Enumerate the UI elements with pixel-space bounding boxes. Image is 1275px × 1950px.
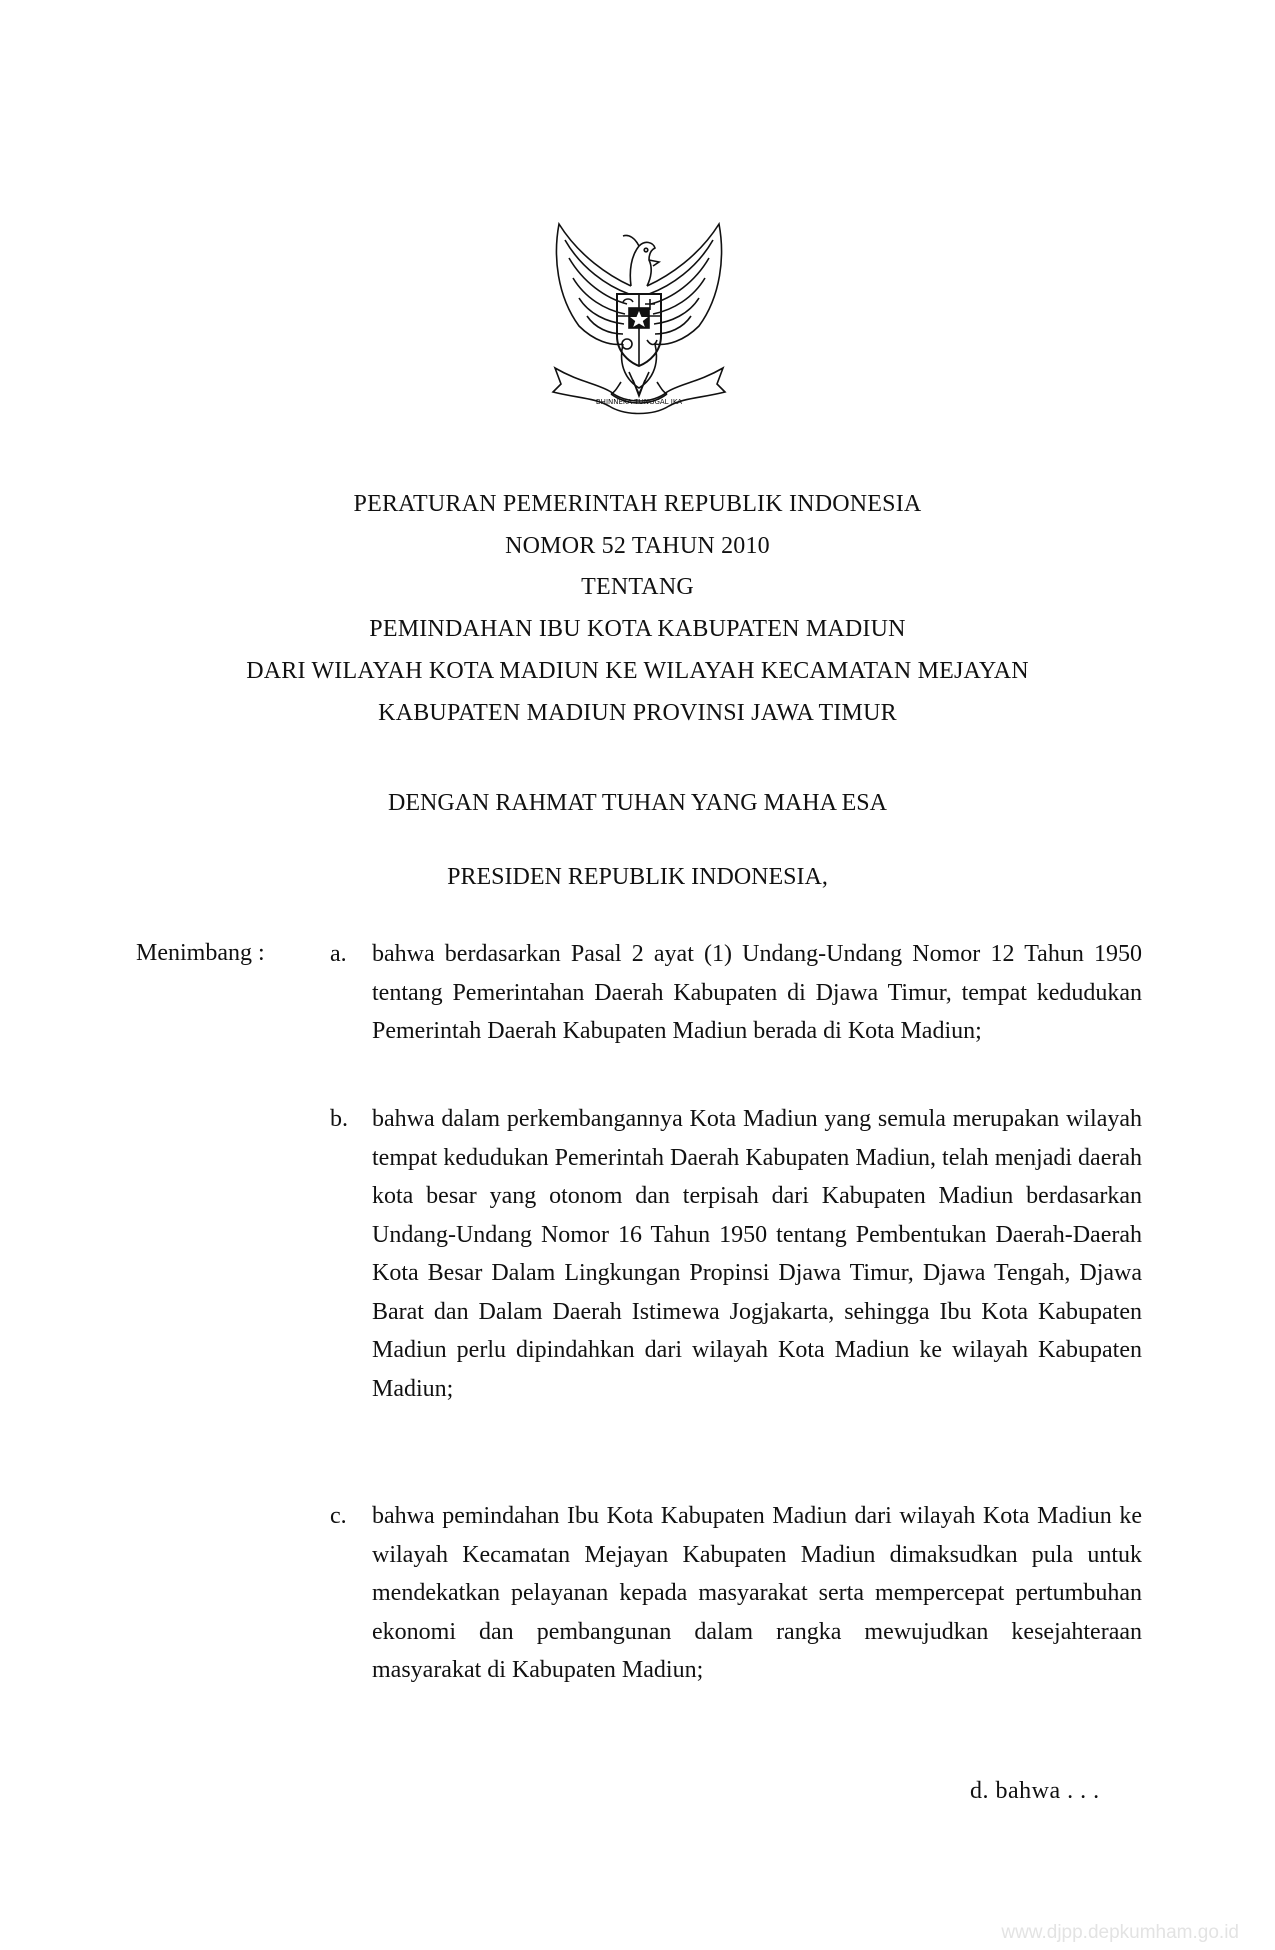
garuda-emblem <box>548 216 730 421</box>
item-letter: c. <box>330 1503 347 1529</box>
heading-number: NOMOR 52 TAHUN 2010 <box>505 532 770 559</box>
heading-subject-line-1: PEMINDAHAN IBU KOTA KABUPATEN MADIUN <box>369 616 906 643</box>
item-text: bahwa berdasarkan Pasal 2 ayat (1) Undang-Undang Nomor 12 Tahun 1950 tentang Pemerintahan Daerah Kabupaten di Djawa Timur, tempat kedudukan Pemerintah Daerah Kabupaten Madiun berada di Kota Madiun; <box>372 941 1142 1044</box>
considering-item-c <box>318 1497 1142 1690</box>
garuda-emblem-icon <box>548 216 730 421</box>
item-text: bahwa pemindahan Ibu Kota Kabupaten Madiun dari wilayah Kota Madiun ke wilayah Kecamatan Mejayan Kabupaten Madiun dimaksudkan pula untuk mendekatkan pelayanan kepada masyarakat serta mempercepat pertumbuhan ekonomi dan pembangunan dalam rangka mewujudkan kesejahteraan masyarakat di Kabupaten Madiun; <box>372 1503 1142 1683</box>
item-text: bahwa dalam perkembangannya Kota Madiun yang semula merupakan wilayah tempat kedudukan Pemerintah Daerah Kabupaten Madiun, telah menjadi daerah kota besar yang otonom dan terpisah dari Kabupaten Madiun berdasarkan Undang-Undang Nomor 16 Tahun 1950 tentang Pembentukan Daerah-Daerah Kota Besar Dalam Lingkungan Propinsi Djawa Timur, Djawa Tengah, Djawa Barat dan Dalam Daerah Istimewa Jogjakarta, sehingga Ibu Kota Kabupaten Madiun perlu dipindahkan dari wilayah Kota Madiun ke wilayah Kabupaten Madiun; <box>372 1106 1142 1402</box>
watermark: www.djpp.depkumham.go.id <box>1001 1922 1239 1943</box>
heading-subject-line-3: KABUPATEN MADIUN PROVINSI JAWA TIMUR <box>378 699 897 726</box>
heading-subject-line-2: DARI WILAYAH KOTA MADIUN KE WILAYAH KECAMATAN MEJAYAN <box>246 657 1029 684</box>
considering-label: Menimbang : <box>136 940 265 966</box>
item-letter: a. <box>330 941 347 967</box>
considering-item-a <box>318 935 1142 1051</box>
document-heading <box>0 484 1275 734</box>
heading-title: PERATURAN PEMERINTAH REPUBLIK INDONESIA <box>353 491 922 517</box>
heading-about: TENTANG <box>581 574 694 601</box>
invocation: DENGAN RAHMAT TUHAN YANG MAHA ESA <box>388 790 887 816</box>
considering-item-b <box>318 1100 1142 1408</box>
item-letter: b. <box>330 1106 348 1132</box>
president-line: PRESIDEN REPUBLIK INDONESIA, <box>447 864 828 890</box>
motto-text: BHINNEKA TUNGGAL IKA <box>595 398 683 406</box>
page-continuation: d. bahwa . . . <box>970 1778 1100 1804</box>
